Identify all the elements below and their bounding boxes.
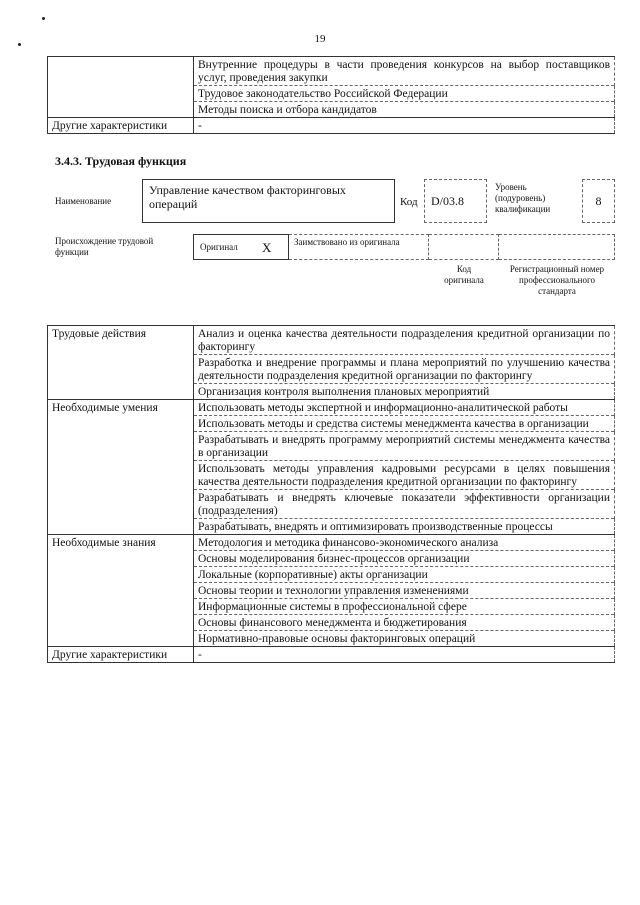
function-name: Управление качеством факторинговых операций — [149, 183, 346, 211]
table-item: Разработка и внедрение программы и плана мероприятий по улучшению качества деятельности подразделения кредитной организации по факторингу — [194, 355, 615, 384]
level-value: 8 — [595, 194, 602, 208]
labor-actions-label: Трудовые действия — [48, 326, 194, 400]
required-knowledge-label: Необходимые знания — [48, 535, 194, 647]
original-code-box — [429, 234, 499, 260]
table-item: Информационные системы в профессиональной сфере — [194, 599, 615, 615]
table-item: Использовать методы управления кадровыми ресурсами в целях повышения качества деятельности подразделения кредитной организации по факторингу — [194, 461, 615, 490]
level-box — [582, 179, 615, 223]
name-box — [142, 179, 395, 223]
borrowed-box — [289, 234, 429, 260]
table-item: Основы финансового менеджмента и бюджетирования — [194, 615, 615, 631]
function-code: D/03.8 — [431, 194, 464, 208]
table-item: Разрабатывать, внедрять и оптимизировать производственные процессы — [194, 519, 615, 535]
code-box — [424, 179, 487, 223]
original-code-caption: Код оригинала — [444, 264, 484, 285]
table-item: Локальные (корпоративные) акты организации — [194, 567, 615, 583]
level-label: Уровень (подуровень) квалификации — [495, 182, 551, 214]
table-item: Организация контроля выполнения плановых мероприятий — [194, 384, 615, 400]
table-item: Использовать методы и средства системы менеджмента качества в организации — [194, 416, 615, 432]
original-mark: X — [262, 240, 272, 255]
name-label: Наименование — [55, 196, 112, 206]
table-item: Использовать методы экспертной и информационно-аналитической работы — [194, 400, 615, 416]
top-table-item: Трудовое законодательство Российской Федерации — [194, 86, 615, 102]
table-item: Методология и методика финансово-экономического анализа — [194, 535, 615, 551]
table-item: Разрабатывать и внедрять программу мероприятий системы менеджмента качества в организации — [194, 432, 615, 461]
scan-mark — [42, 17, 45, 20]
table-item: Нормативно-правовые основы факторинговых операций — [194, 631, 615, 647]
registration-number-box — [499, 234, 615, 260]
table-item: Основы моделирования бизнес-процессов организации — [194, 551, 615, 567]
other-characteristics-value: - — [194, 647, 615, 663]
code-label: Код — [400, 196, 418, 208]
top-table-label-cell — [48, 57, 194, 118]
borrowed-label: Заимствовано из оригинала — [294, 237, 400, 247]
other-characteristics-label: Другие характеристики — [48, 647, 194, 663]
top-table — [47, 56, 615, 134]
original-label: Оригинал — [200, 242, 238, 252]
top-table-item: Методы поиска и отбора кандидатов — [194, 102, 615, 118]
other-characteristics-label: Другие характеристики — [48, 118, 194, 134]
other-characteristics-value: - — [194, 118, 615, 134]
main-table — [47, 325, 615, 663]
original-box — [193, 234, 289, 260]
table-item: Анализ и оценка качества деятельности подразделения кредитной организации по факторингу — [194, 326, 615, 355]
section-title: 3.4.3. Трудовая функция — [55, 154, 187, 168]
page-number: 19 — [314, 33, 326, 45]
origin-label: Происхождение трудовой функции — [55, 236, 154, 257]
table-item: Основы теории и технологии управления изменениями — [194, 583, 615, 599]
registration-number-caption: Регистрационный номер профессионального стандарта — [509, 264, 605, 296]
table-item: Разрабатывать и внедрять ключевые показатели эффективности организации (подразделения) — [194, 490, 615, 519]
required-skills-label: Необходимые умения — [48, 400, 194, 535]
top-table-item: Внутренние процедуры в части проведения конкурсов на выбор поставщиков услуг, проведения закупки — [194, 57, 615, 86]
